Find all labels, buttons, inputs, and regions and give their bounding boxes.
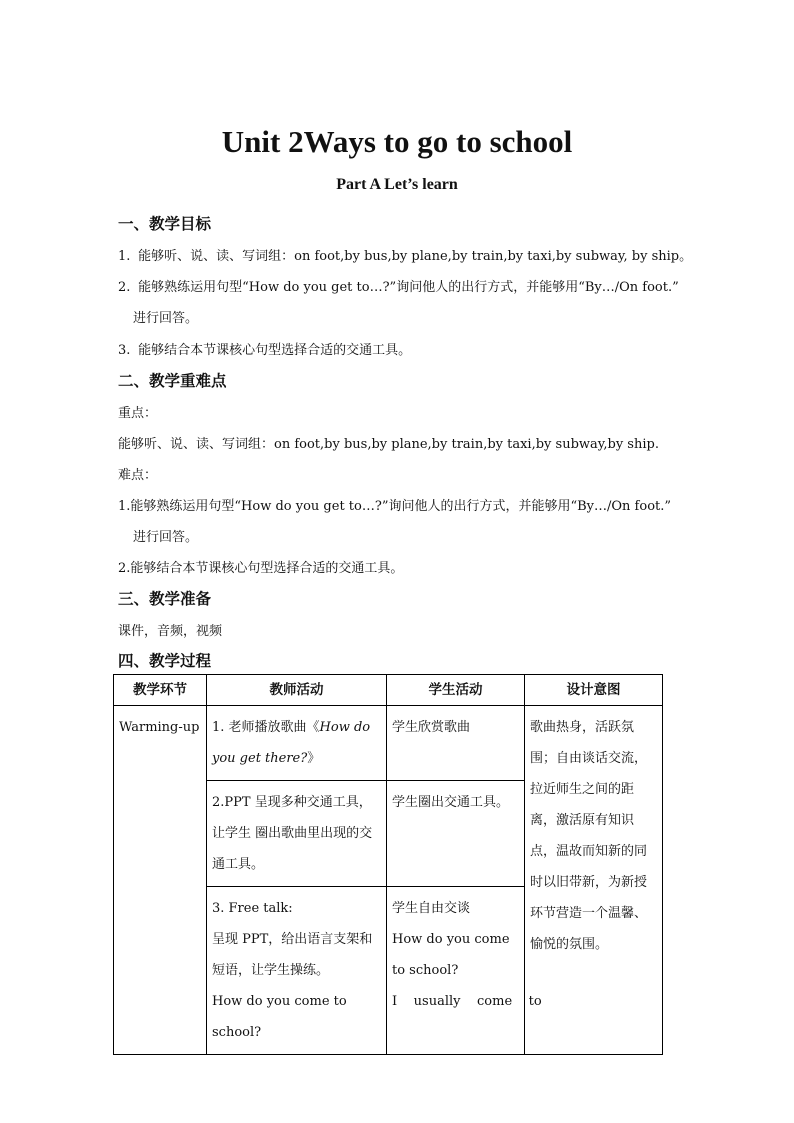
objective-item-3 xyxy=(118,339,411,358)
student-activity-3 xyxy=(387,887,542,1055)
teacher-activity-3 xyxy=(207,887,387,1055)
student-activity-2 xyxy=(387,781,525,887)
student-activity-3-c: I usually come to xyxy=(392,994,542,1009)
student-activity-3-a: 学生自由交谈 xyxy=(392,901,471,916)
song-title: How do you get there? xyxy=(212,720,371,766)
page-subtitle: Part A Let’s learn xyxy=(336,176,458,193)
difficulty-1-cont: 进行回答。 xyxy=(133,530,199,545)
stage-text: Warming-up xyxy=(119,720,200,735)
teacher-activity-1 xyxy=(207,706,387,781)
objective-item-1 xyxy=(118,245,692,264)
stage-cell xyxy=(114,706,207,1055)
key-label: 重点： xyxy=(118,406,158,421)
table-header-row xyxy=(114,675,663,706)
teacher-activity-1-pre: 1. 老师播放歌曲《 xyxy=(212,720,320,735)
key-text: 能够听、说、读、写词组：on foot,by bus,by plane,by train,by taxi,by subway,by ship. xyxy=(118,437,659,452)
teacher-activity-2-text: 2.PPT 呈现多种交通工具，让学生 圈出歌曲里出现的交通工具。 xyxy=(212,795,373,872)
difficulty-2: 2.能够结合本节课核心句型选择合适的交通工具。 xyxy=(118,561,404,576)
preparation-text: 课件，音频，视频 xyxy=(118,624,223,639)
section-heading-key-points: 二、教学重难点 xyxy=(118,372,227,390)
student-activity-1 xyxy=(387,706,525,781)
header-student: 学生活动 xyxy=(387,675,525,706)
difficulty-1: 1.能够熟练运用句型“How do you get to…?”询问他人的出行方式，并能够用“By…/On foot.” xyxy=(118,499,672,514)
student-activity-2-text: 学生圈出交通工具。 xyxy=(392,795,510,810)
difficulty-label: 难点： xyxy=(118,468,158,483)
section-heading-objectives: 一、教学目标 xyxy=(118,215,212,233)
table-row xyxy=(114,706,663,781)
section-heading-preparation: 三、教学准备 xyxy=(118,590,212,608)
objective-num: 1. xyxy=(118,249,131,264)
teacher-activity-2 xyxy=(207,781,387,887)
teacher-activity-1-post: 》 xyxy=(307,751,321,766)
section-heading-process: 四、教学过程 xyxy=(118,652,212,670)
teacher-activity-3-c: How do you come to school? xyxy=(212,994,347,1040)
page-title: Unit 2Ways to go to school xyxy=(221,124,573,159)
student-activity-3-b: How do you come to school? xyxy=(392,932,510,978)
student-activity-1-text: 学生欣赏歌曲 xyxy=(392,720,471,735)
objective-num: 2. xyxy=(118,280,131,295)
objective-text: 能够听、说、读、写词组：on foot,by bus,by plane,by train,by taxi,by subway, by ship。 xyxy=(138,249,693,264)
objective-num: 3. xyxy=(118,343,131,358)
objective-item-2 xyxy=(118,276,679,295)
objective-text: 能够熟练运用句型“How do you get to…?”询问他人的出行方式，并能够用“By…/On foot.” xyxy=(138,280,679,295)
teacher-activity-3-a: 3. Free talk: xyxy=(212,901,293,916)
intent-text: 歌曲热身，活跃氛围；自由谈话交流，拉近师生之间的距离，激活原有知识点，温故而知新的同时以旧带新，为新授环节营造一个温馨、愉悦的氛围。 xyxy=(530,720,648,952)
header-stage: 教学环节 xyxy=(114,675,207,706)
header-teacher: 教师活动 xyxy=(207,675,387,706)
objective-text: 能够结合本节课核心句型选择合适的交通工具。 xyxy=(138,343,412,358)
objective-item-2-cont: 进行回答。 xyxy=(133,311,199,326)
teacher-activity-3-b: 呈现 PPT，给出语言支架和短语，让学生操练。 xyxy=(212,932,373,978)
intent-cell xyxy=(525,706,663,1055)
teaching-process-table xyxy=(113,674,663,1055)
header-intent: 设计意图 xyxy=(525,675,663,706)
